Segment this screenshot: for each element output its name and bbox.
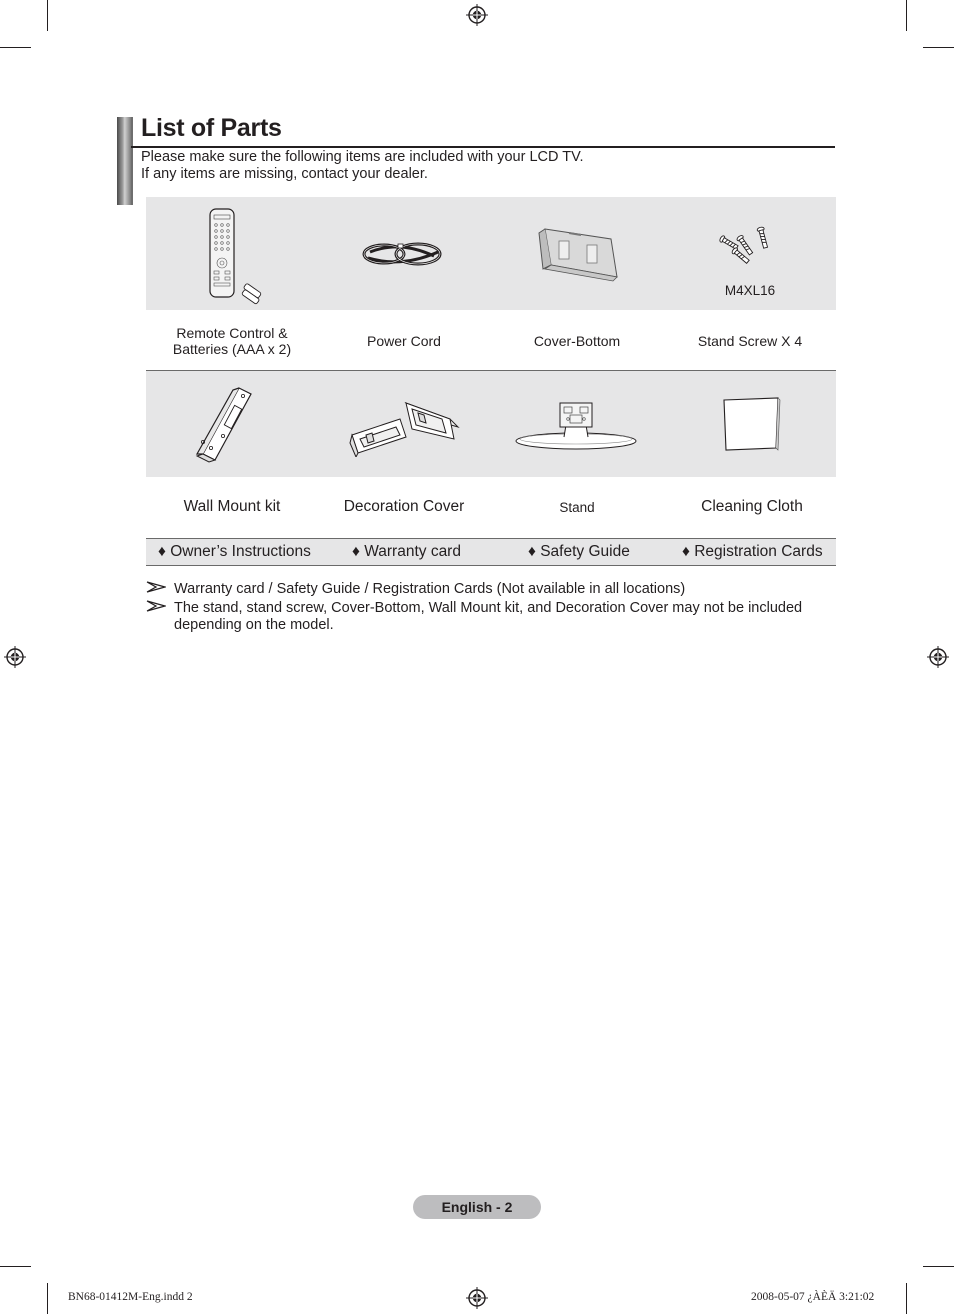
note-text: Warranty card / Safety Guide / Registration Cards (Not available in all locations) [174,581,686,597]
screws-icon [719,226,771,268]
remote-control-icon [205,207,267,305]
registration-mark-icon [466,4,488,26]
page-title: List of Parts [141,114,282,142]
crop-mark [923,1266,954,1267]
title-underline [131,146,835,148]
part-label-remote-control [146,325,318,357]
wall-mount-kit-icon [193,384,259,464]
intro-text [141,149,583,182]
crop-mark [47,0,48,31]
decoration-cover-icon [346,399,462,457]
part-label-stand-screw: Stand Screw X 4 [697,333,803,349]
cleaning-cloth-icon [720,396,782,452]
part-label-stand: Stand [559,500,595,515]
power-cord-icon [360,238,444,270]
part-label-power-cord: Power Cord [367,333,441,349]
stand-icon [514,399,638,453]
accessory-item: ♦ Warranty card [352,543,461,560]
part-label-wall-mount-kit: Wall Mount kit [183,498,281,515]
note-text [174,600,802,634]
note-line: depending on the model. [174,617,334,633]
crop-mark [0,47,31,48]
accessory-item: ♦ Registration Cards [682,543,823,560]
title-accent-rule [131,117,133,205]
note-arrow-icon [146,581,166,593]
screw-spec-caption: M4XL16 [724,283,776,298]
crop-mark [906,1283,907,1314]
accessory-item: ♦ Safety Guide [528,543,630,560]
part-label-line: Batteries (AAA x 2) [172,341,292,357]
title-accent-bar [117,117,131,205]
part-label-cleaning-cloth: Cleaning Cloth [701,498,803,515]
crop-mark [47,1283,48,1314]
intro-line: Please make sure the following items are included with your LCD TV. [141,149,584,165]
part-label-line: Remote Control & [176,325,288,341]
crop-mark [923,47,954,48]
registration-mark-icon [4,646,26,668]
note-arrow-icon [146,600,166,612]
registration-mark-icon [927,646,949,668]
cover-bottom-icon [531,225,621,285]
registration-mark-icon [466,1287,488,1309]
note-line: The stand, stand screw, Cover-Bottom, Wall Mount kit, and Decoration Cover may not be included [174,600,803,616]
crop-mark [0,1266,31,1267]
part-label-decoration-cover: Decoration Cover [343,498,465,515]
intro-line: If any items are missing, contact your dealer. [141,165,428,182]
footer-timestamp: 2008-05-07 ¿ÀÈÄ 3:21:02 [751,1291,875,1303]
crop-mark [906,0,907,31]
part-label-cover-bottom: Cover-Bottom [533,333,621,349]
page-number-badge: English - 2 [413,1195,541,1219]
accessory-item: ♦ Owner’s Instructions [158,543,311,560]
footer-file-name: BN68-01412M-Eng.indd 2 [68,1291,193,1303]
